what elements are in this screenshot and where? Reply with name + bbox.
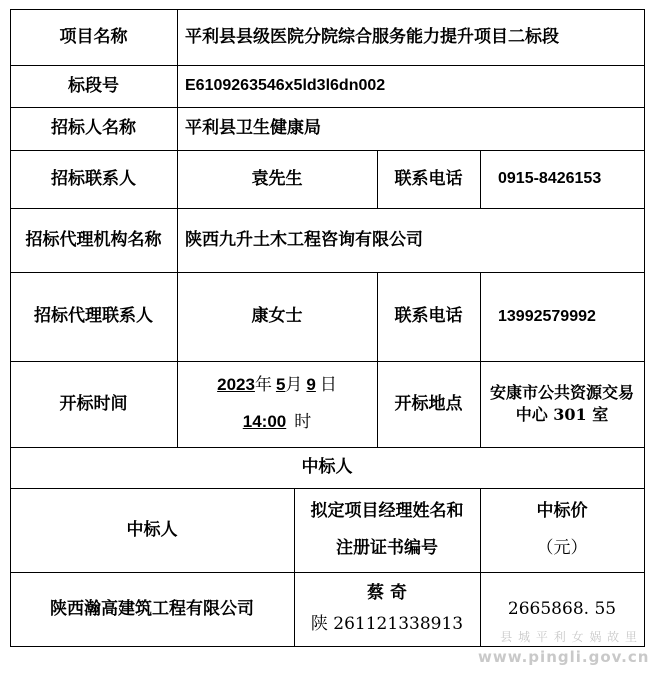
tenderer-contact-value: 袁先生 xyxy=(251,168,303,189)
pm-header-line2: 注册证书编号 xyxy=(336,538,438,558)
open-time-value xyxy=(177,361,377,447)
price-header-line2: （元） xyxy=(536,538,588,558)
open-hour-unit: 时 xyxy=(294,412,312,432)
agency-contact-label: 招标代理联系人 xyxy=(34,306,153,327)
watermark-line1: 县 城 平 利 女 娲 故 里 xyxy=(500,630,638,644)
winner-section-title: 中标人 xyxy=(301,457,353,478)
open-year: 2023 xyxy=(217,375,255,395)
pm-cert: 陕 261121338913 xyxy=(310,614,464,634)
tenderer-label: 招标人名称 xyxy=(51,118,136,139)
winner-label: 中标人 xyxy=(126,519,178,540)
pm-header xyxy=(294,488,480,572)
open-place-label: 开标地点 xyxy=(394,393,463,414)
tenderer-value: 平利县卫生健康局 xyxy=(185,118,321,139)
open-year-unit: 年 xyxy=(254,375,272,396)
open-day-unit: 日 xyxy=(319,375,337,396)
tenderer-contact-label: 招标联系人 xyxy=(51,168,136,189)
lot-no-label: 标段号 xyxy=(68,75,119,96)
pm-info xyxy=(294,572,480,646)
open-hour: 14:00 xyxy=(242,412,287,431)
agency-label: 招标代理机构名称 xyxy=(25,229,162,250)
winner-name: 陕西瀚高建筑工程有限公司 xyxy=(50,598,254,619)
project-name-label: 项目名称 xyxy=(59,26,128,47)
bid-price: 2665868. 55 xyxy=(507,598,617,619)
lot-no-value: E6109263546x5ld3l6dn002 xyxy=(185,77,386,95)
project-name-value: 平利县县级医院分院综合服务能力提升项目二标段 xyxy=(185,26,559,47)
watermark-line2: www.pingli.gov.cn xyxy=(478,648,650,666)
tenderer-phone-value: 0915-8426153 xyxy=(498,170,602,188)
agency-contact-value: 康女士 xyxy=(251,306,303,327)
open-date-line xyxy=(217,374,337,397)
open-day: 9 xyxy=(306,375,316,395)
agency-value: 陕西九升土木工程咨询有限公司 xyxy=(185,229,423,250)
open-place-value: 安康市公共资源交易中心 301 室 xyxy=(489,383,634,424)
open-time-label: 开标时间 xyxy=(59,393,128,414)
open-month-unit: 月 xyxy=(285,375,303,396)
pm-header-line1: 拟定项目经理姓名和 xyxy=(310,501,464,522)
agency-phone-label: 联系电话 xyxy=(394,306,463,327)
agency-phone-value: 13992579992 xyxy=(498,307,596,325)
pm-name: 蔡 奇 xyxy=(367,583,407,604)
open-hour-line xyxy=(243,411,311,434)
open-month: 5 xyxy=(275,375,286,395)
price-header xyxy=(480,488,644,572)
tenderer-phone-label: 联系电话 xyxy=(394,168,463,189)
price-header-line1: 中标价 xyxy=(536,501,588,522)
